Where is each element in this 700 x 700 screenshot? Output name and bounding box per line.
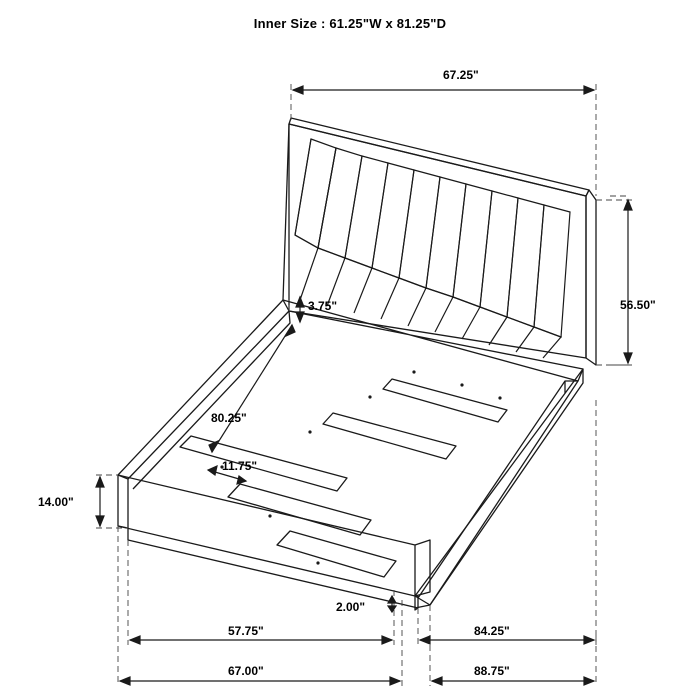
dim-label-overall-depth: 88.75" <box>474 664 510 678</box>
bed-outline <box>118 118 596 610</box>
dim-label-rail-thickness: 3.75" <box>308 299 338 313</box>
dim-label-side-depth: 84.25" <box>474 624 510 638</box>
dim-label-headboard-height: 56.50" <box>620 298 656 312</box>
dim-label-slat-width: 11.75" <box>222 459 258 473</box>
dim-label-footboard-height: 14.00" <box>38 495 74 509</box>
headboard-tufting-pattern <box>295 139 570 358</box>
dim-label-headboard-width: 67.25" <box>443 68 479 82</box>
dim-label-base-height: 2.00" <box>336 600 366 614</box>
dim-label-bottom-inner-width: 57.75" <box>228 624 264 638</box>
page-title: Inner Size : 61.25"W x 81.25"D <box>253 16 447 31</box>
dim-label-inner-length: 80.25" <box>211 411 247 425</box>
dim-label-overall-width: 67.00" <box>228 664 264 678</box>
